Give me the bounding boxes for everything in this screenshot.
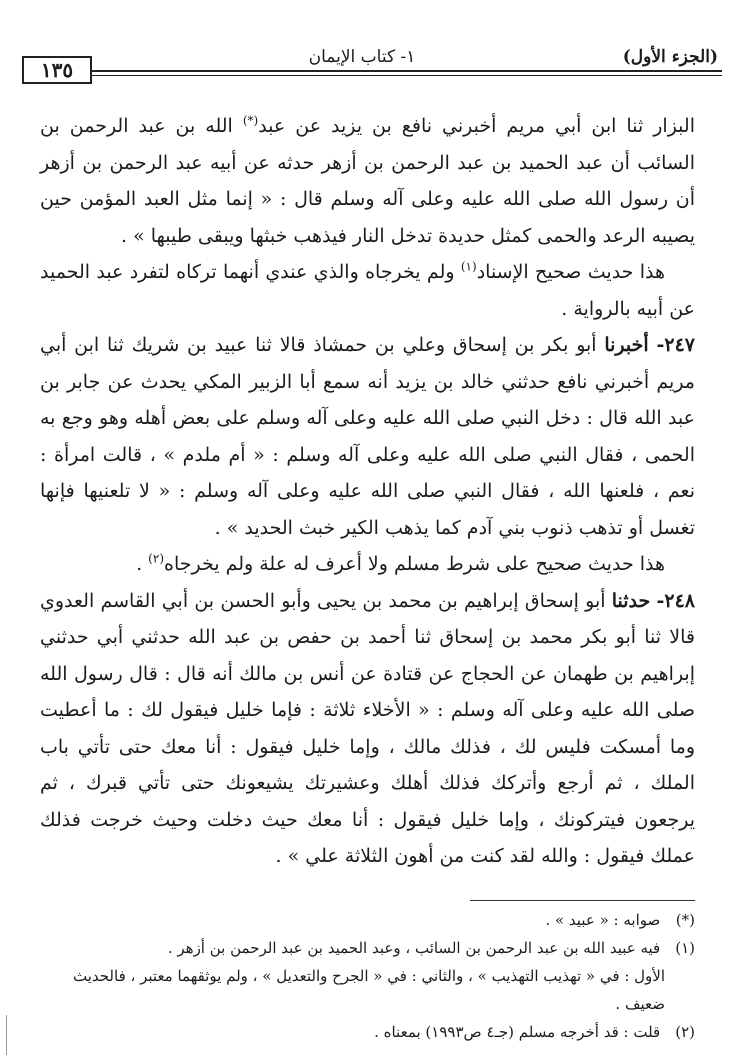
footnote-mark: (١)	[675, 939, 695, 957]
footnote-ref: (*)	[242, 113, 259, 128]
footnote-text: صوابه : « عبيد » .	[545, 911, 661, 929]
header-rule	[92, 70, 722, 72]
hadith-lead: حدثنا	[611, 589, 651, 612]
header-rule-double	[92, 75, 722, 76]
page-header	[22, 44, 722, 94]
book-title: ١- كتاب الإيمان	[308, 47, 416, 67]
main-text	[40, 108, 695, 875]
paragraph-text: الله بن عبد الرحمن بن السائب أن عبد الحميد بن عبد الرحمن بن أزهر حدثه عن أبيه عبد الرحمن بن أزهر أن رسول الله صلى الله عليه وعلى آله وسلم قال : « إنما مثل العبد المؤمن حين يصيبه الرعد والحمى كمثل حديدة تدخل النار فيذهب خبثها ويبقى طيبها » .	[40, 115, 695, 247]
margin-mark	[6, 1015, 7, 1055]
footnote	[40, 1018, 695, 1046]
footnote-text: الأول : في « تهذيب التهذيب » ، والثاني : في « الجرح والتعديل » ، ولم يوثقهما معتبر ، فالحديث ضعيف .	[72, 967, 665, 1013]
footnotes	[40, 906, 695, 1046]
footnote	[40, 934, 695, 962]
paragraph-text: البزار ثنا ابن أبي مريم أخبرني نافع بن يزيد عن عبد	[258, 115, 695, 137]
paragraph-text: ولم يخرجاه والذي عندي أنهما تركاه لتفرد عبد الحميد عن أبيه بالرواية .	[40, 261, 695, 320]
footnote-text: قلت : قد أخرجه مسلم (جـ٤ ص١٩٩٣) بمعناه .	[374, 1023, 661, 1041]
paragraph-text: هذا حديث صحيح على شرط مسلم ولا أعرف له علة ولم يخرجاه	[164, 553, 665, 575]
footnote-continued	[40, 962, 695, 1018]
hadith-lead: أخبرنا	[604, 334, 649, 356]
hadith-text: أبو إسحاق إبراهيم بن محمد بن يحيى وأبو الحسن بن أبي القاسم العدوي قالا ثنا أبو بكر محمد بن إسحاق ثنا أحمد بن حفص بن عبد الله حدثني أبي حدثني إبراهيم بن طهمان عن الحجاج عن قتادة عن أنس بن مالك أنه قال : قال رسول الله صلى الله عليه وعلى آله وسلم : « الأخلاء ثلاثة : فإما خليل فيقول لك : ما أعطيت وما أمسكت فليس لك ، فذلك مالك ، وإما خليل فيقول : أنا معك حتى تأتي باب الملك ، ثم أرجع وأتركك فذلك أهلك وعشيرتك يشيعونك حتى تأتي قبرك ، ثم يرجعون فيتركونك ، وإما خليل فيقول : أنا معك حيث دخلت وحيث خرجت فذلك عملك فيقول : والله لقد كنت من أهون الثلاثة علي » .	[40, 589, 695, 867]
volume-label: (الجزء الأول)	[622, 47, 718, 67]
hadith-number: ٢٤٧-	[656, 334, 695, 356]
footnote-text: فيه عبيد الله بن عبد الرحمن بن السائب ، وعبد الحميد بن عبد الرحمن بن أزهر .	[167, 939, 661, 957]
paragraph	[40, 254, 695, 327]
hadith-248	[40, 583, 695, 875]
paragraph-text: هذا حديث صحيح الإسناد	[476, 261, 666, 283]
footnote-ref: (٢)	[148, 551, 164, 566]
page-number: ١٣٥	[22, 56, 92, 84]
footnote-divider	[470, 900, 695, 901]
paragraph	[40, 546, 695, 583]
hadith-text: أبو بكر بن إسحاق وعلي بن حمشاذ قالا ثنا عبيد بن شريك ثنا ابن أبي مريم أخبرني نافع حدثني خالد بن يزيد أنه سمع أبا الزبير المكي يحدث عن جابر بن عبد الله قال : دخل النبي صلى الله عليه وعلى آله وسلم على بعض أهله وهو وجع به الحمى ، فقال النبي صلى الله عليه وعلى آله وسلم : « أم ملدم » ، قالت امرأة : نعم ، فلعنها الله ، فقال النبي صلى الله عليه وعلى آله وسلم : « لا تلعنيها فإنها تغسل أو تذهب ذنوب بني آدم كما يذهب الكير خبث الحديد » .	[40, 334, 695, 539]
footnote	[40, 906, 695, 934]
footnote-mark: (*)	[675, 911, 695, 929]
paragraph	[40, 108, 695, 254]
footnote-ref: (١)	[460, 259, 477, 274]
paragraph-text: .	[136, 553, 149, 575]
footnote-mark: (٢)	[675, 1023, 695, 1041]
hadith-247	[40, 327, 695, 546]
hadith-number: ٢٤٨-	[656, 589, 696, 612]
